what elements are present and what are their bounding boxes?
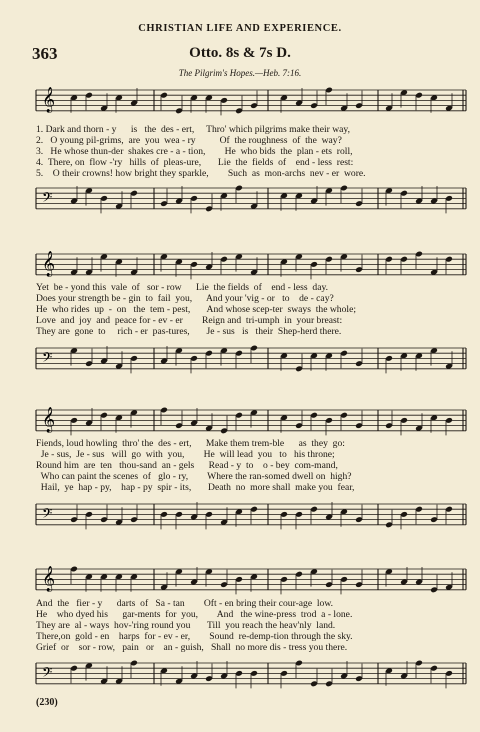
lyric-line: They are al - ways hov-'ring round you Till you reach the heav'nly land. [36,620,336,632]
lyric-line: Round him are ten thou-sand an - gels Read - y to o - bey com-mand, [36,460,338,472]
bass-staff [36,182,466,222]
page-number: (230) [36,697,58,708]
hymn-subtitle: The Pilgrim's Hopes.—Heb. 7:16. [178,68,302,78]
lyric-line: Grief or sor - row, pain or an - guish, Shall no more dis - tress you there. [36,642,348,654]
treble-clef-icon: 𝄞 [42,566,56,592]
lyric-line: 4. There, on flow -'ry hills of pleas-ure, Lie the fields of end - less rest: [36,157,354,169]
lyric-line: Who can paint the scenes of glo - ry, Where the ran-somed dwell on high? [36,471,352,483]
bass-staff [36,657,466,697]
lyric-line: Love and joy and peace for - ev - er Reign and tri-umph in your breast: [36,315,343,327]
lyric-line: He who rides up - on the tem - pest, And whose scep-ter sways the whole; [36,304,356,316]
lyric-line: He who dyed his gar-ments for you, And the wine-press trod a - lone. [36,609,353,621]
bass-clef-icon: 𝄢 [42,505,53,525]
running-head: CHRISTIAN LIFE AND EXPERIENCE. [138,23,342,34]
hymn-number: 363 [32,44,58,63]
bass-clef-icon: 𝄢 [42,349,53,369]
lyric-line: Hail, ye hap - py, hap - py spir - its, Death no more shall make you fear, [36,482,355,494]
lyric-line: They are gone to rich - er pas-tures, Je - sus is their Shep-herd there. [36,326,342,338]
bass-clef-icon: 𝄢 [42,664,53,684]
lyric-line: Yet be - yond this vale of sor - row Lie the fields of end - less day. [36,282,329,293]
treble-clef-icon: 𝄞 [42,87,56,113]
lyric-line: There,on gold - en harps for - ev - er, Sound re-demp-tion through the sky. [36,631,353,643]
lyrics-block [36,438,466,493]
lyric-line: Fiends, loud howling thro' the des - ert, Make them trem-ble as they go: [36,438,345,449]
lyric-line: Je - sus, Je - sus will go with you, He will lead you to his throne; [36,449,335,461]
bass-clef-icon: 𝄢 [42,189,53,209]
lyric-line: And the fier - y darts of Sa - tan Oft - en bring their cour-age low. [36,598,334,609]
lyrics-block [36,598,466,653]
treble-staff [36,563,466,603]
lyric-line: 5. O their crowns! how bright they sparkle, Such as mon-archs nev - er wore. [36,168,366,180]
lyrics-block [36,282,466,337]
lyrics-block [36,124,466,179]
lyric-line: 3. He whose thun-der shakes cre - a - tion, He who bids the plan - ets roll, [36,146,353,158]
hymn-title: Otto. 8s & 7s D. [189,45,291,61]
treble-clef-icon: 𝄞 [42,407,56,433]
treble-staff [36,84,466,124]
bass-staff [36,342,466,382]
bass-staff [36,498,466,538]
lyric-line: 1. Dark and thorn - y is the des - ert, Thro' which pilgrims make their way, [36,124,350,135]
lyric-line: 2. O young pil-grims, are you wea - ry Of the roughness of the way? [36,135,342,147]
lyric-line: Does your strength be - gin to fail you, And your 'vig - or to de - cay? [36,293,334,305]
treble-clef-icon: 𝄞 [42,251,56,277]
